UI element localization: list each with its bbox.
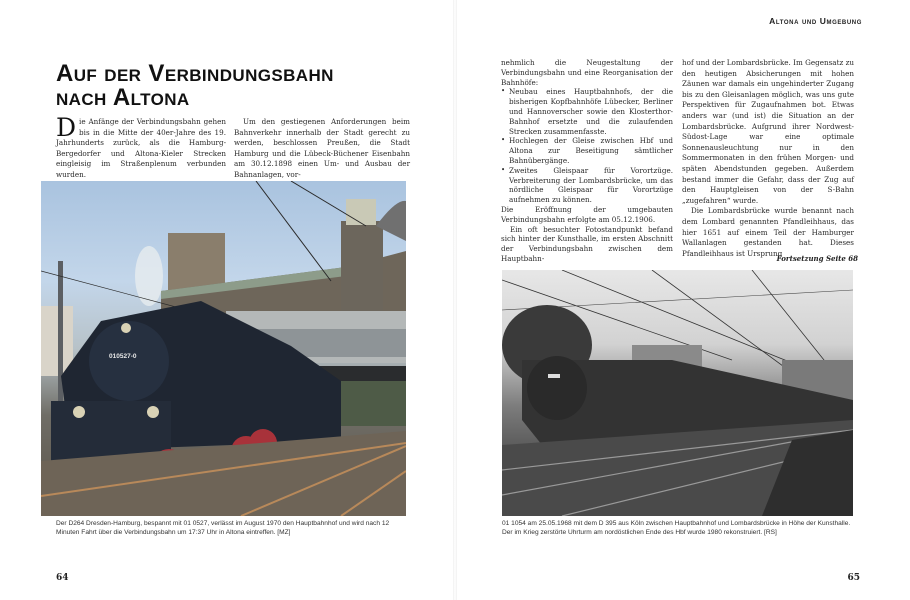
photo-caption-left: Der D264 Dresden-Hamburg, bespannt mit 01 0527, verlässt im August 1970 den Hauptbahnhof und wird nach 12 Minuten Fahrt über die Verbindungsbahn um 17:37 Uhr in Altona eintreffen. [MZ]: [56, 520, 390, 537]
photo-caption-right: 01 1054 am 25.05.1968 mit dem D 395 aus Köln zwischen Hauptbahnhof und Lombardsbrücke in Höhe der Kunsthalle. Der im Krieg zerstörte Uhrturm am nordöstlichen Ende des Hbf wurde 1980 rekonstruiert. [RS]: [502, 520, 851, 537]
intro-paragraph-text: ie Anfänge der Verbindungsbahn gehen bis in die Mitte der 40er-Jahre des 19. Jahrhunderts zurück, als die Hamburg-Bergedorfer und Altona-Kieler Strecken eingleisig im Straßenplenum verbunden wurden.: [56, 117, 226, 179]
paragraph: Die Lombardsbrücke wurde benannt nach dem Lombard genannten Pfandleihhaus, das hier 1651 auf einem Teil der Hamburger Wallanlagen gestanden hat. Dieses Pfandleihhaus ist Ursprung: [682, 206, 854, 258]
bullet-list: [501, 87, 673, 205]
page-number-left: 64: [56, 573, 69, 583]
paragraph: Um den gestiegenen Anforderungen beim Bahnverkehr innerhalb der Stadt gerecht zu werden, beschlossen Preußen, die Stadt Hamburg und die Lübeck-Büchener Eisenbahn am 30.12.1898 einen Um- und Ausbau der Bahnanlagen, vor-: [234, 117, 410, 179]
article-title-line1: Auf der Verbindungsbahn: [56, 60, 334, 87]
intro-paragraph: [56, 113, 226, 181]
paragraph: Die Eröffnung der umgebauten Verbindungsbahn erfolgte am 05.12.1906.: [501, 204, 673, 224]
continued-note: Fortsetzung Seite 68: [776, 254, 858, 263]
text-column-1: [56, 113, 226, 181]
bullet-item: • Neubau eines Hauptbahnhofs, der die bisherigen Kopfbahnhöfe Lübecker, Berliner und Hannoverscher sowie den Klosterthor-Bahnhof ersetzte und die zulaufenden Strecken zusammenfasste.: [501, 87, 673, 136]
article-title-line2: nach Altona: [56, 84, 190, 111]
text-column-4: [682, 58, 854, 259]
photo-steam-locomotive-color: [41, 181, 406, 516]
running-head: Altona und Umgebung: [769, 16, 862, 26]
paragraph: hof und der Lombardsbrücke. Im Gegensatz zu den heutigen Absicherungen mit hohen Zäunen war damals ein ungehinderter Zugang bis zu den Gleisanlagen möglich, was uns gute Perspektiven für Zugaufnahmen bot. Etwas anders war (und ist) die Situation an der Lombardsbrücke. Aufgrund ihrer Nordwest-Südost-Lage war eine optimale Sonnenausleuchtung nur in den Sommermonaten in den frühen Morgen- und späten Abendstunden gegeben. Außerdem bestand immer die Gefahr, dass der Zug auf den Hauptgleisen von der S-Bahn „zugefahren“ wurde.: [682, 58, 854, 205]
photo-illustration: [41, 181, 406, 516]
book-gutter: [453, 0, 457, 600]
text-column-3: [501, 58, 673, 264]
bullet-item: • Zweites Gleispaar für Vorortzüge. Verbreiterung der Lombardsbrücke, um das nördliche Gleispaar für Vorortzüge aufnehmen zu können.: [501, 166, 673, 205]
photo-steam-locomotive-bw: [502, 270, 853, 516]
photo-illustration: [502, 270, 853, 516]
drop-cap: D: [56, 113, 77, 142]
text-column-2: [234, 117, 410, 181]
paragraph: Ein oft besuchter Fotostandpunkt befand sich hinter der Kunsthalle, im ersten Abschnitt der Verbindungsbahn zwischen dem Hauptbahn-: [501, 224, 673, 263]
paragraph: nehmlich die Neugestaltung der Verbindungsbahn und eine Reorganisation der Bahnhöfe:: [501, 58, 673, 87]
locomotive-number-plate: 010527-0: [109, 353, 137, 360]
page-number-right: 65: [847, 573, 860, 583]
article-title: [56, 62, 416, 110]
bullet-item: • Hochlegen der Gleise zwischen Hbf und Altona zur Beseitigung sämtlicher Bahnübergänge.: [501, 136, 673, 165]
